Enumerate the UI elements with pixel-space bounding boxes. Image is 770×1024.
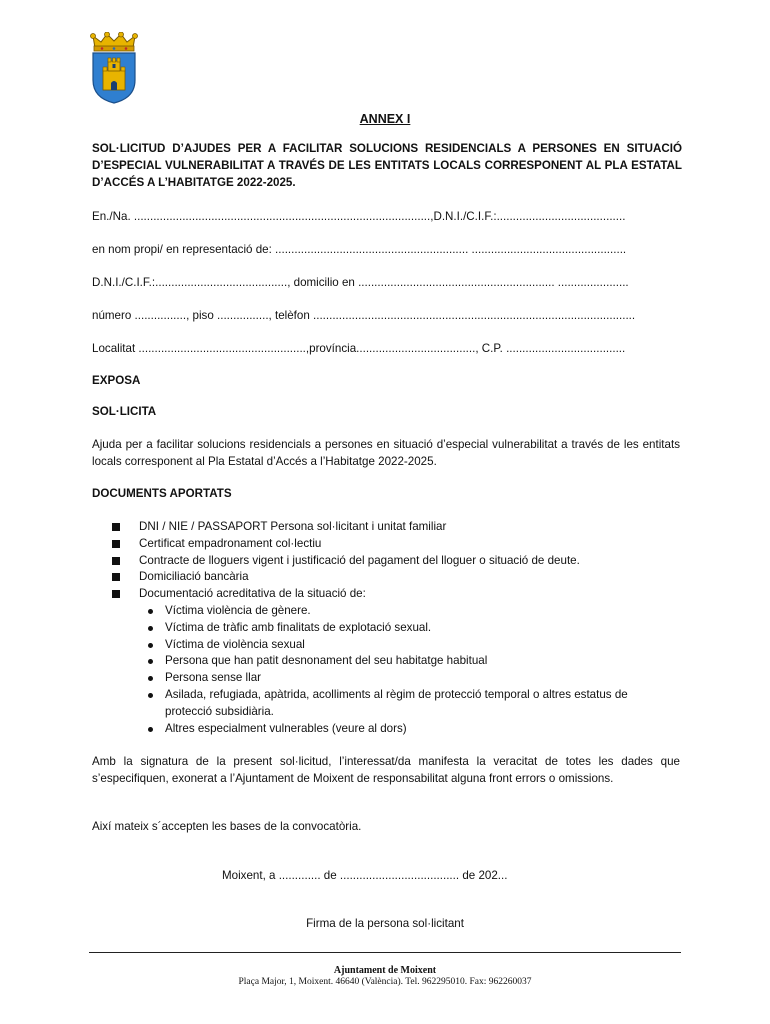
field-id-address-line: D.N.I./C.I.F.:........................................., domicilio en ............................................................. ...................... <box>92 276 629 289</box>
round-bullet-icon <box>148 693 153 698</box>
section-sollicita: SOL·LICITA <box>92 405 157 418</box>
square-bullet-icon <box>112 557 120 565</box>
sub-list-item: Víctima de tràfic amb finalitats de explotació sexual. <box>112 620 675 637</box>
list-item: DNI / NIE / PASSAPORT Persona sol·licitant i unitat familiar <box>112 519 675 536</box>
sub-list-item: Altres especialment vulnerables (veure al dors) <box>112 721 675 738</box>
round-bullet-icon <box>148 643 153 648</box>
form-heading: SOL·LICITUD D’AJUDES PER A FACILITAR SOLUCIONS RESIDENCIALS A PERSONES EN SITUACIÓ D’ESPECIAL VULNERABILITAT A TRAVÉS DE LES ENTITATS LOCALS CORRESPONENT AL PLA ESTATAL D’ACCÉS A L’HABITATGE 2022-2025. <box>92 142 682 189</box>
field-locality-line: Localitat ....................................................,província....................................., C.P. ..................................... <box>92 342 626 355</box>
signature-label: Firma de la persona sol·licitant <box>306 917 464 930</box>
sub-list-item: Víctima violència de gènere. <box>112 603 675 620</box>
round-bullet-icon <box>148 609 153 614</box>
round-bullet-icon <box>148 727 153 732</box>
request-text: Ajuda per a facilitar solucions residencials a persones en situació d’especial vulnerabilitat a través de les entitats locals corresponent al Pla Estatal d’Accés a l’Habitatge 2022-2025. <box>92 438 680 468</box>
round-bullet-icon <box>148 659 153 664</box>
field-number-floor-phone-line: número ................, piso ................, telèfon .................................................................................................... <box>92 309 636 322</box>
field-representation-line: en nom propi/ en representació de: ............................................................ ................................................ <box>92 243 627 256</box>
round-bullet-icon <box>148 626 153 631</box>
declaration-text: Amb la signatura de la present sol·licitud, l’interessat/da manifesta la veracitat de totes les dades que s’especifiquen, exonerat a l’Ajuntament de Moixent de responsabilitat alguna front errors o omissions. <box>92 755 680 785</box>
section-exposa: EXPOSA <box>92 374 141 387</box>
sub-list-item: Persona sense llar <box>112 670 675 687</box>
field-name-line: En./Na. ............................................................................................,D.N.I./C.I.F.:........................................ <box>92 210 626 223</box>
bases-text: Així mateix s´accepten les bases de la convocatòria. <box>92 820 362 833</box>
footer-divider <box>89 952 681 953</box>
list-item: Domiciliació bancària <box>112 569 675 586</box>
round-bullet-icon <box>148 676 153 681</box>
coat-of-arms-icon <box>89 32 139 104</box>
footer-organization: Ajuntament de Moixent <box>333 965 437 976</box>
footer-address: Plaça Major, 1, Moixent. 46640 (València). Tel. 962295010. Fax: 962260037 <box>238 977 532 987</box>
sub-list-item: Víctima de violència sexual <box>112 637 675 654</box>
signature-date-line: Moixent, a ............. de ..................................... de 202... <box>222 869 508 882</box>
sub-list-item: Persona que han patit desnonament del seu habitatge habitual <box>112 653 675 670</box>
list-item: Documentació acreditativa de la situació de: <box>112 586 675 603</box>
sub-list-item: Asilada, refugiada, apàtrida, acolliments al règim de protecció temporal o altres estatus de protecció subsidiària. <box>112 687 675 721</box>
square-bullet-icon <box>112 590 120 598</box>
square-bullet-icon <box>112 573 120 581</box>
square-bullet-icon <box>112 523 120 531</box>
documents-title: DOCUMENTS APORTATS <box>92 487 232 500</box>
annex-title: ANNEX I <box>359 112 411 126</box>
list-item: Certificat empadronament col·lectiu <box>112 536 675 553</box>
documents-list <box>112 519 675 737</box>
square-bullet-icon <box>112 540 120 548</box>
list-item: Contracte de lloguers vigent i justificació del pagament del lloguer o situació de deute. <box>112 553 675 570</box>
